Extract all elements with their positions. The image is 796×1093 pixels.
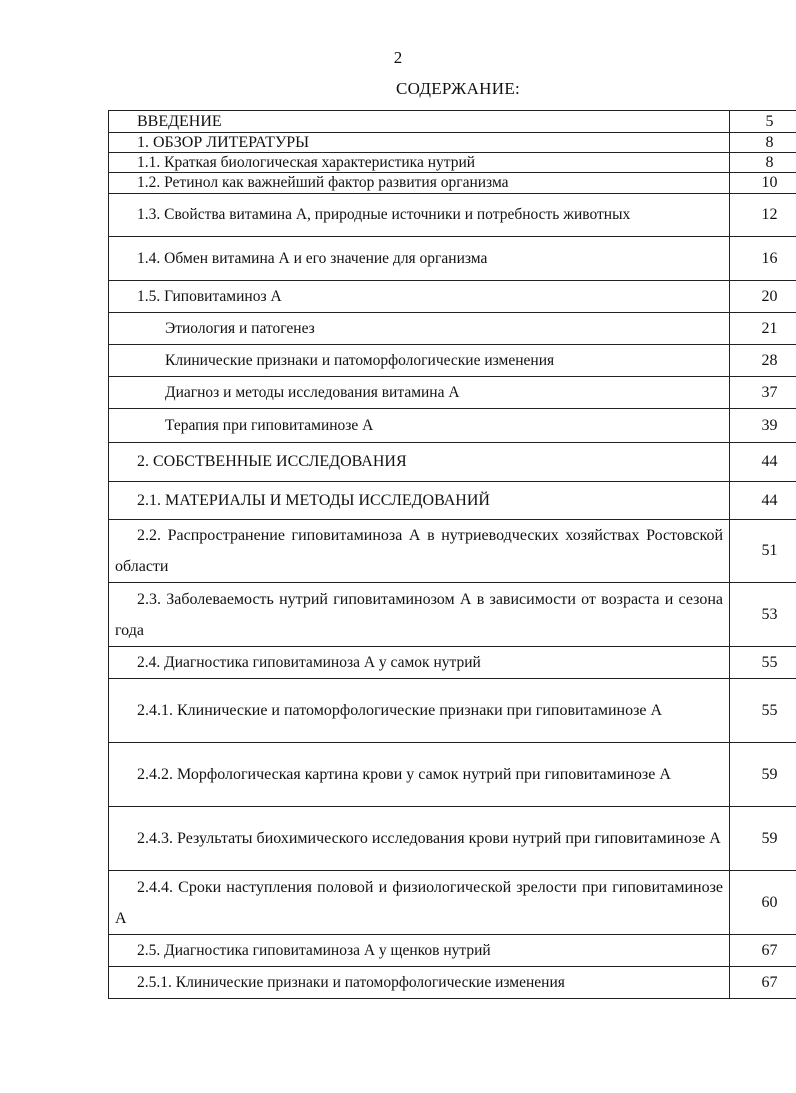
toc-row: [109, 377, 796, 409]
toc-entry-label: 2.3. Заболеваемость нутрий гиповитаминозом А в зависимости от возраста и сезона года: [109, 583, 730, 647]
toc-row: [109, 520, 796, 583]
toc-entry-page: 55: [730, 647, 796, 679]
toc-entry-page: 8: [730, 153, 796, 173]
toc-entry-page: 16: [730, 237, 796, 281]
toc-entry-label: 2.4.3. Результаты биохимического исследования крови нутрий при гиповитаминозе А: [109, 807, 730, 871]
toc-entry-label: 1. ОБЗОР ЛИТЕРАТУРЫ: [109, 133, 730, 153]
toc-row: [109, 313, 796, 345]
toc-entry-page: 67: [730, 967, 796, 999]
toc-entry-label: ВВЕДЕНИЕ: [109, 111, 730, 133]
document-title: СОДЕРЖАНИЕ:: [395, 79, 521, 98]
toc-row: [109, 237, 796, 281]
toc-row: [109, 967, 796, 999]
toc-row: [109, 173, 796, 194]
toc-entry-label: Диагноз и методы исследования витамина А: [109, 377, 730, 409]
toc-entry-page: 59: [730, 807, 796, 871]
toc-row: [109, 409, 796, 443]
toc-entry-label: 2.5. Диагностика гиповитаминоза А у щенков нутрий: [109, 935, 730, 967]
toc-entry-label: Клинические признаки и патоморфологические изменения: [109, 345, 730, 377]
toc-row: [109, 583, 796, 647]
toc-entry-page: 44: [730, 443, 796, 482]
toc-row: [109, 871, 796, 935]
toc-entry-page: 59: [730, 743, 796, 807]
toc-row: [109, 133, 796, 153]
toc-row: [109, 111, 796, 133]
toc-entry-page: 53: [730, 583, 796, 647]
toc-entry-label: 2. СОБСТВЕННЫЕ ИССЛЕДОВАНИЯ: [109, 443, 730, 482]
toc-entry-page: 67: [730, 935, 796, 967]
toc-entry-label: 2.4. Диагностика гиповитаминоза А у самок нутрий: [109, 647, 730, 679]
toc-row: [109, 679, 796, 743]
toc-entry-label: 1.4. Обмен витамина А и его значение для организма: [109, 237, 730, 281]
toc-row: [109, 482, 796, 520]
toc-entry-page: 55: [730, 679, 796, 743]
toc-row: [109, 807, 796, 871]
toc-row: [109, 281, 796, 313]
toc-row: [109, 443, 796, 482]
toc-row: [109, 345, 796, 377]
toc-entry-page: 21: [730, 313, 796, 345]
toc-entry-label: Этиология и патогенез: [109, 313, 730, 345]
toc-entry-label: 1.2. Ретинол как важнейший фактор развития организма: [109, 173, 730, 194]
toc-entry-page: 44: [730, 482, 796, 520]
toc-entry-label: Терапия при гиповитаминозе А: [109, 409, 730, 443]
toc-entry-page: 12: [730, 194, 796, 237]
toc-entry-page: 39: [730, 409, 796, 443]
toc-entry-label: 2.2. Распространение гиповитаминоза А в нутриеводческих хозяйствах Ростовской области: [109, 520, 730, 583]
toc-entry-label: 2.4.2. Морфологическая картина крови у самок нутрий при гиповитаминозе А: [109, 743, 730, 807]
toc-row: [109, 153, 796, 173]
toc-entry-label: 2.4.1. Клинические и патоморфологические признаки при гиповитаминозе А: [109, 679, 730, 743]
toc-row: [109, 647, 796, 679]
toc-row: [109, 194, 796, 237]
toc-entry-page: 37: [730, 377, 796, 409]
toc-entry-page: 60: [730, 871, 796, 935]
toc-entry-page: 20: [730, 281, 796, 313]
toc-entry-page: 8: [730, 133, 796, 153]
toc-entry-label: 1.3. Свойства витамина А, природные источники и потребность животных: [109, 194, 730, 237]
toc-entry-label: 2.1. МАТЕРИАЛЫ И МЕТОДЫ ИССЛЕДОВАНИЙ: [109, 482, 730, 520]
toc-entry-label: 1.5. Гиповитаминоз А: [109, 281, 730, 313]
toc-entry-label: 2.5.1. Клинические признаки и патоморфологические изменения: [109, 967, 730, 999]
toc-entry-label: 2.4.4. Сроки наступления половой и физиологической зрелости при гиповитаминозе А: [109, 871, 730, 935]
page-number: 2: [393, 48, 403, 67]
toc-entry-page: 10: [730, 173, 796, 194]
toc-row: [109, 743, 796, 807]
toc-row: [109, 935, 796, 967]
table-of-contents: [108, 110, 796, 999]
toc-entry-page: 51: [730, 520, 796, 583]
toc-entry-page: 28: [730, 345, 796, 377]
toc-entry-label: 1.1. Краткая биологическая характеристика нутрий: [109, 153, 730, 173]
toc-entry-page: 5: [730, 111, 796, 133]
